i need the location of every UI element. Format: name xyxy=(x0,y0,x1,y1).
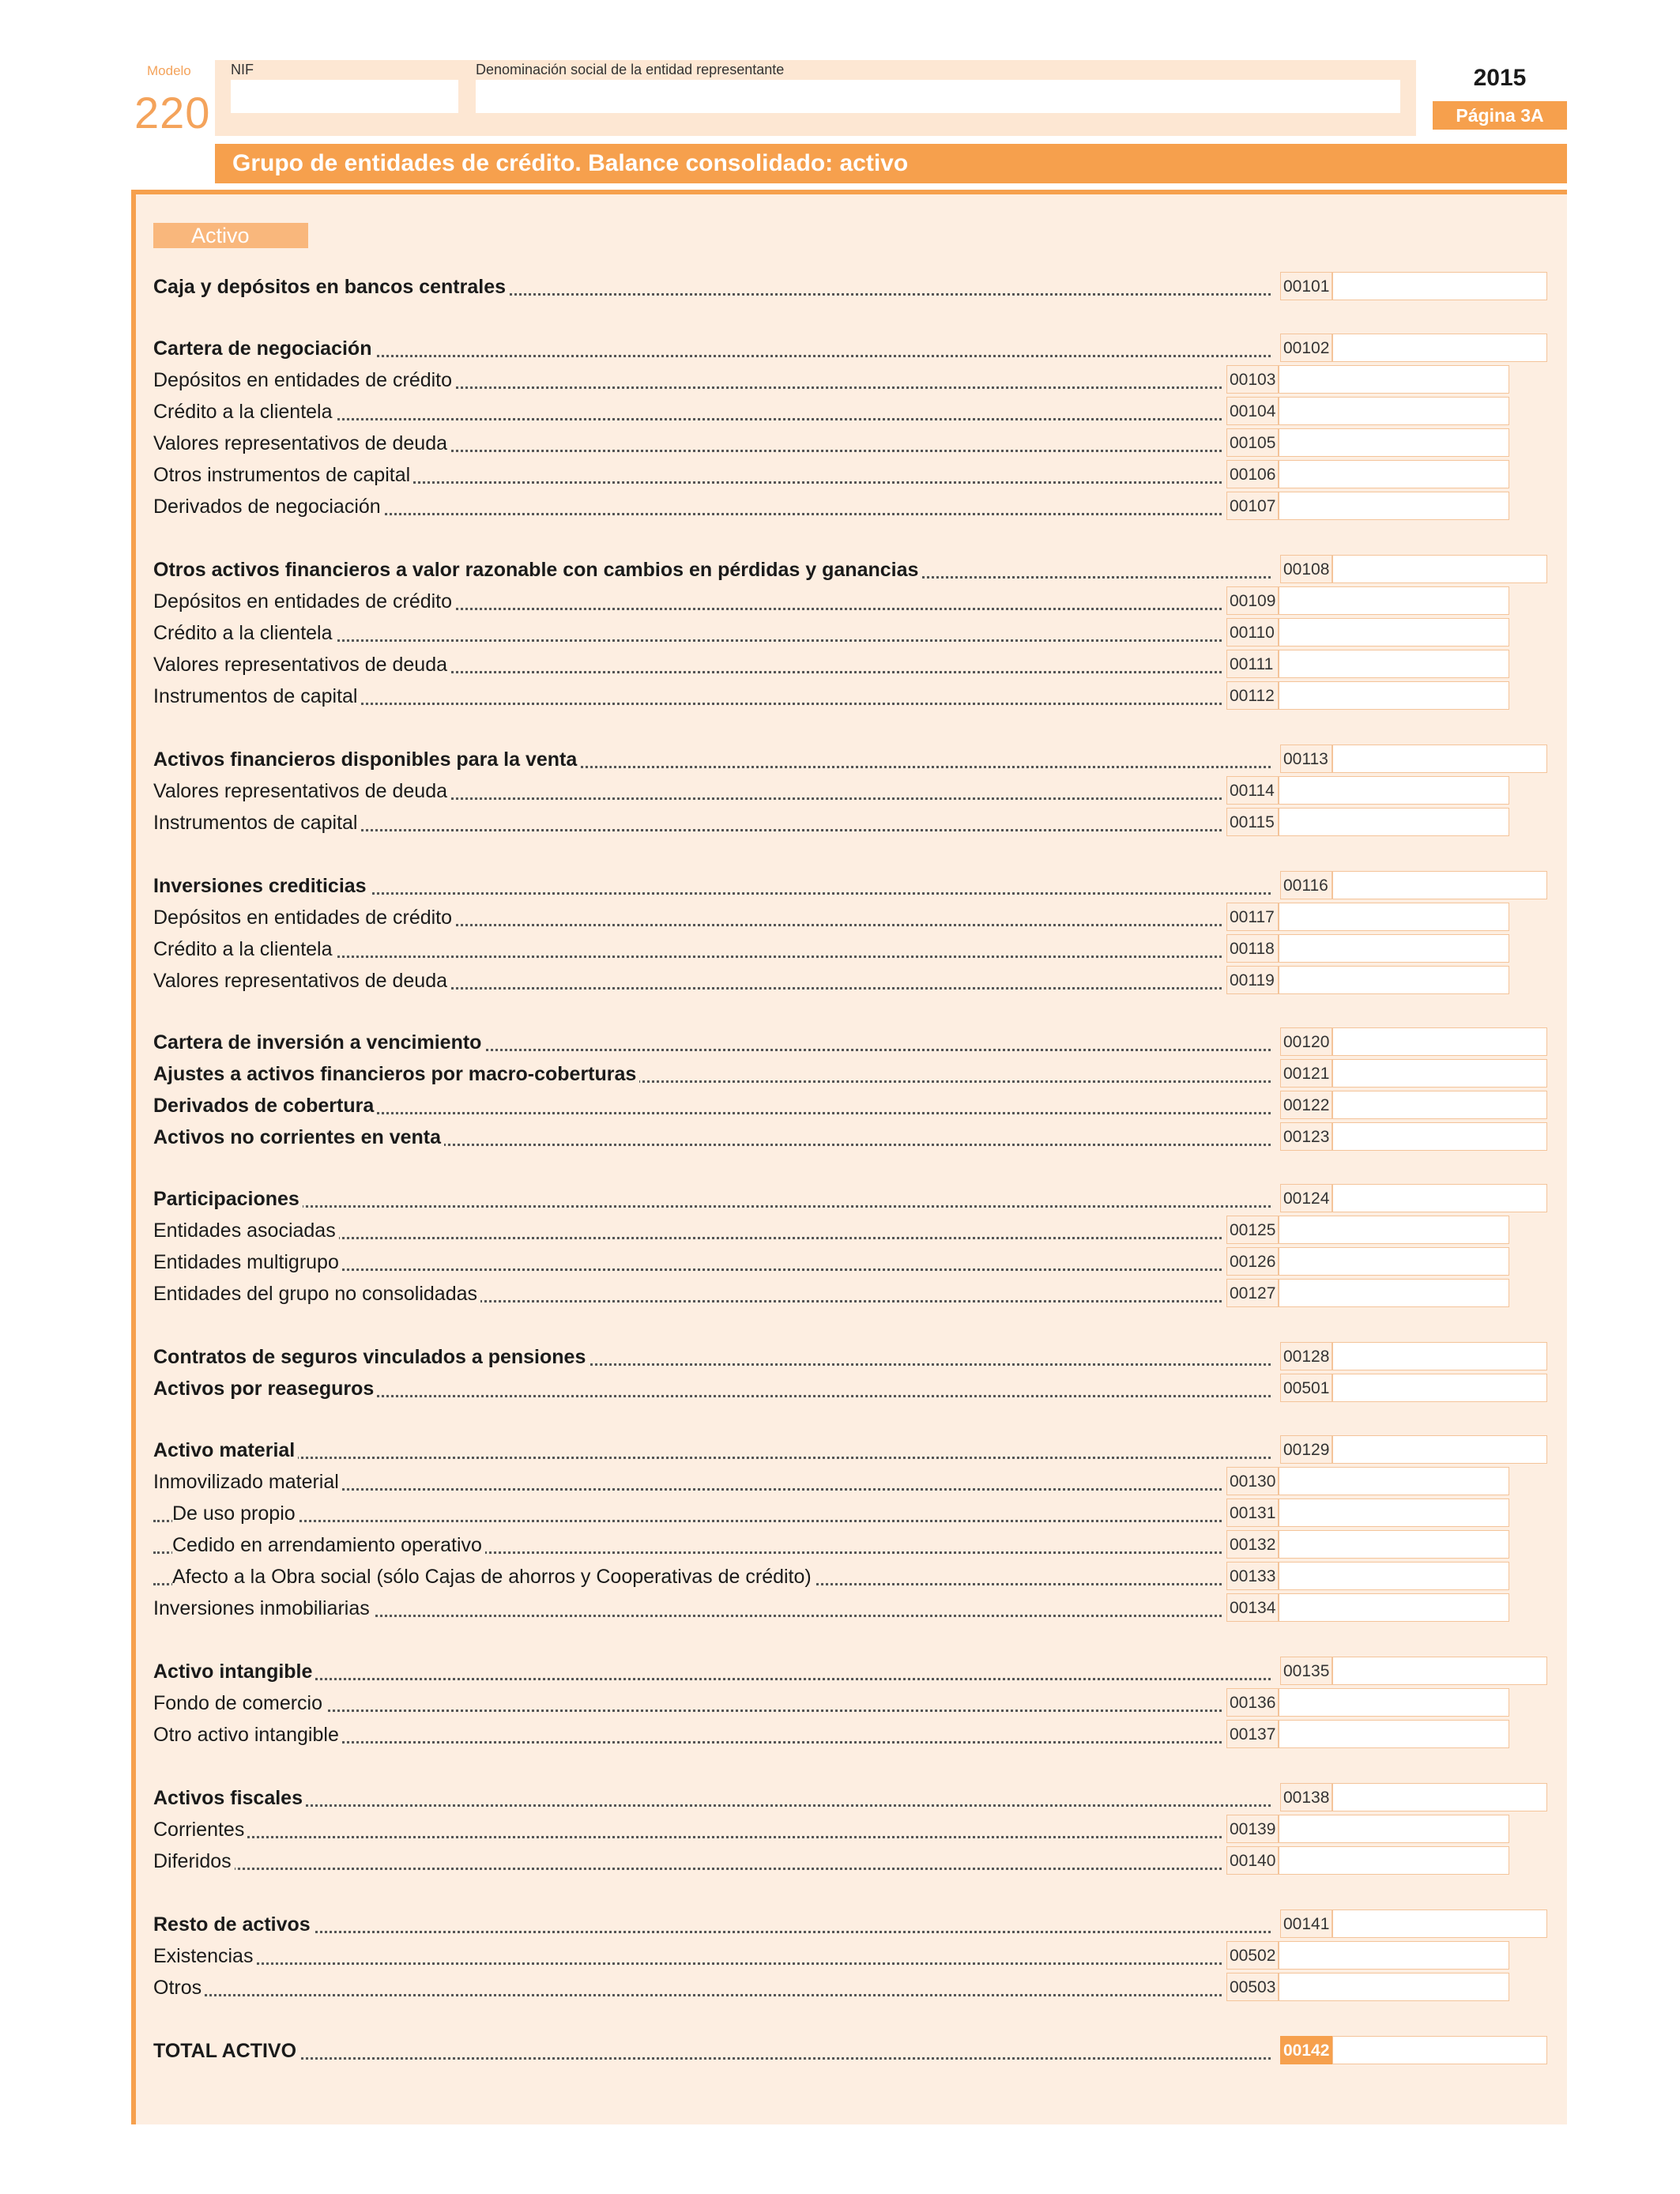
amount-field-00111[interactable] xyxy=(1279,650,1509,678)
row-00117 xyxy=(153,903,1560,933)
row-00122 xyxy=(153,1091,1560,1121)
dot-leader xyxy=(153,1931,1271,1933)
amount-field-00102[interactable] xyxy=(1332,334,1547,362)
field-code: 00140 xyxy=(1226,1846,1279,1875)
field-code: 00109 xyxy=(1226,586,1279,615)
field-code: 00117 xyxy=(1226,903,1279,931)
row-label: Valores representativos de deuda xyxy=(153,654,450,677)
amount-field-00129[interactable] xyxy=(1332,1435,1547,1464)
dot-leader xyxy=(153,1205,1271,1208)
row-00140 xyxy=(153,1846,1560,1876)
modelo-number: 220 xyxy=(134,88,211,138)
row-00104 xyxy=(153,397,1560,427)
row-label: Entidades del grupo no consolidadas xyxy=(153,1283,480,1306)
row-label: Otros instrumentos de capital xyxy=(153,464,413,487)
amount-field-00107[interactable] xyxy=(1279,492,1509,520)
row-label: Valores representativos de deuda xyxy=(153,780,450,803)
row-00142 xyxy=(153,2036,1560,2066)
row-label: Activos fiscales xyxy=(153,1787,306,1810)
field-code: 00112 xyxy=(1226,681,1279,710)
row-label: Fondo de comercio xyxy=(153,1692,326,1715)
field-code: 00120 xyxy=(1280,1027,1332,1056)
dot-leader xyxy=(153,1994,1222,1996)
row-label: Corrientes xyxy=(153,1819,247,1842)
amount-field-00105[interactable] xyxy=(1279,428,1509,457)
amount-field-00135[interactable] xyxy=(1332,1657,1547,1685)
row-00134 xyxy=(153,1593,1560,1623)
dot-leader xyxy=(153,2057,1271,2060)
dot-leader xyxy=(153,1868,1222,1870)
dot-leader xyxy=(153,1678,1271,1680)
field-code: 00501 xyxy=(1280,1374,1332,1402)
field-code: 00110 xyxy=(1226,618,1279,647)
row-label: Crédito a la clientela xyxy=(153,401,336,424)
row-00131 xyxy=(153,1498,1560,1529)
row-label: Valores representativos de deuda xyxy=(153,970,450,993)
row-label: Cartera de inversión a vencimiento xyxy=(153,1031,484,1054)
amount-field-00106[interactable] xyxy=(1279,460,1509,488)
amount-field-00130[interactable] xyxy=(1279,1467,1509,1495)
row-label: Inversiones inmobiliarias xyxy=(153,1597,373,1620)
dot-leader xyxy=(153,1962,1222,1965)
page-tab: Página 3A xyxy=(1433,101,1567,130)
modelo-label: Modelo xyxy=(147,63,191,78)
field-code: 00130 xyxy=(1226,1467,1279,1495)
row-00128 xyxy=(153,1342,1560,1372)
row-label: Crédito a la clientela xyxy=(153,938,336,961)
row-label: Diferidos xyxy=(153,1850,235,1873)
field-code: 00122 xyxy=(1280,1091,1332,1119)
dot-leader xyxy=(153,1804,1271,1807)
amount-field-00131[interactable] xyxy=(1279,1498,1509,1527)
row-00125 xyxy=(153,1216,1560,1246)
year-label: 2015 xyxy=(1433,66,1567,90)
row-label: Otros xyxy=(153,1977,205,2000)
amount-field-00140[interactable] xyxy=(1279,1846,1509,1875)
amount-field-00501[interactable] xyxy=(1332,1374,1547,1402)
row-label: Activo material xyxy=(153,1439,298,1462)
row-00105 xyxy=(153,428,1560,458)
denominacion-input[interactable] xyxy=(476,80,1400,113)
amount-field-00114[interactable] xyxy=(1279,776,1509,805)
row-00130 xyxy=(153,1467,1560,1497)
row-00116 xyxy=(153,871,1560,901)
field-code: 00128 xyxy=(1280,1342,1332,1370)
row-00136 xyxy=(153,1688,1560,1718)
field-code: 00133 xyxy=(1226,1562,1279,1590)
row-label: Inversiones crediticias xyxy=(153,875,370,898)
row-00108 xyxy=(153,555,1560,585)
row-label: Entidades asociadas xyxy=(153,1220,339,1242)
field-code: 00119 xyxy=(1226,966,1279,994)
row-label: Derivados de negociación xyxy=(153,496,384,518)
field-code: 00135 xyxy=(1280,1657,1332,1685)
section-tab-activo: Activo xyxy=(153,223,308,248)
row-label: Entidades multigrupo xyxy=(153,1251,342,1274)
field-code: 00132 xyxy=(1226,1530,1279,1559)
row-label: Cartera de negociación xyxy=(153,337,375,360)
row-00114 xyxy=(153,776,1560,806)
row-00132 xyxy=(153,1530,1560,1560)
amount-field-00139[interactable] xyxy=(1279,1815,1509,1843)
amount-field-00141[interactable] xyxy=(1332,1909,1547,1938)
amount-field-00125[interactable] xyxy=(1279,1216,1509,1244)
row-00101 xyxy=(153,272,1560,302)
dot-leader xyxy=(153,1520,1222,1522)
row-label: De uso propio xyxy=(172,1502,299,1525)
row-00135 xyxy=(153,1657,1560,1687)
row-label: Depósitos en entidades de crédito xyxy=(153,590,455,613)
row-label: Cedido en arrendamiento operativo xyxy=(172,1534,485,1557)
field-code: 00131 xyxy=(1226,1498,1279,1527)
amount-field-00128[interactable] xyxy=(1332,1342,1547,1370)
amount-field-00142[interactable] xyxy=(1332,2036,1547,2064)
field-code: 00137 xyxy=(1226,1720,1279,1748)
row-label: Derivados de cobertura xyxy=(153,1095,377,1118)
row-00115 xyxy=(153,808,1560,838)
dot-leader xyxy=(153,1836,1222,1838)
amount-field-00122[interactable] xyxy=(1332,1091,1547,1119)
row-label: Crédito a la clientela xyxy=(153,622,336,645)
amount-field-00101[interactable] xyxy=(1332,272,1547,300)
row-00126 xyxy=(153,1247,1560,1277)
row-00119 xyxy=(153,966,1560,996)
row-label: Resto de activos xyxy=(153,1913,314,1936)
denominacion-label: Denominación social de la entidad representante xyxy=(476,62,785,77)
amount-field-00113[interactable] xyxy=(1332,745,1547,773)
field-code: 00121 xyxy=(1280,1059,1332,1088)
row-00106 xyxy=(153,460,1560,490)
amount-field-00503[interactable] xyxy=(1279,1973,1509,2001)
field-code: 00102 xyxy=(1280,334,1332,362)
row-00503 xyxy=(153,1973,1560,2003)
field-code: 00139 xyxy=(1226,1815,1279,1843)
dot-leader xyxy=(153,1457,1271,1459)
page-title: Grupo de entidades de crédito. Balance consolidado: activo xyxy=(232,150,909,176)
row-label: Otro activo intangible xyxy=(153,1724,342,1747)
row-00102 xyxy=(153,334,1560,364)
row-00137 xyxy=(153,1720,1560,1750)
row-label: Depósitos en entidades de crédito xyxy=(153,369,455,392)
amount-field-00137[interactable] xyxy=(1279,1720,1509,1748)
row-00121 xyxy=(153,1059,1560,1089)
amount-field-00103[interactable] xyxy=(1279,365,1509,394)
row-label: TOTAL ACTIVO xyxy=(153,2040,299,2063)
amount-field-00127[interactable] xyxy=(1279,1279,1509,1307)
row-00109 xyxy=(153,586,1560,616)
field-code: 00127 xyxy=(1226,1279,1279,1307)
amount-field-00133[interactable] xyxy=(1279,1562,1509,1590)
row-00139 xyxy=(153,1815,1560,1845)
amount-field-00123[interactable] xyxy=(1332,1122,1547,1151)
amount-field-00134[interactable] xyxy=(1279,1593,1509,1622)
field-code: 00129 xyxy=(1280,1435,1332,1464)
row-00113 xyxy=(153,745,1560,775)
field-code: 00108 xyxy=(1280,555,1332,583)
amount-field-00109[interactable] xyxy=(1279,586,1509,615)
row-label: Valores representativos de deuda xyxy=(153,432,450,455)
field-code: 00101 xyxy=(1280,272,1332,300)
amount-field-00124[interactable] xyxy=(1332,1184,1547,1212)
field-code: 00106 xyxy=(1226,460,1279,488)
field-code: 00111 xyxy=(1226,650,1279,678)
field-code: 00115 xyxy=(1226,808,1279,836)
row-label: Existencias xyxy=(153,1945,256,1968)
field-code: 00105 xyxy=(1226,428,1279,457)
field-code: 00138 xyxy=(1280,1783,1332,1811)
row-00120 xyxy=(153,1027,1560,1057)
amount-field-00502[interactable] xyxy=(1279,1941,1509,1970)
amount-field-00112[interactable] xyxy=(1279,681,1509,710)
row-label: Afecto a la Obra social (sólo Cajas de ahorros y Cooperativas de crédito) xyxy=(172,1566,815,1589)
row-label: Activos por reaseguros xyxy=(153,1378,377,1400)
row-00103 xyxy=(153,365,1560,395)
field-code: 00114 xyxy=(1226,776,1279,805)
row-label: Activo intangible xyxy=(153,1661,315,1683)
amount-field-00118[interactable] xyxy=(1279,934,1509,963)
amount-field-00108[interactable] xyxy=(1332,555,1547,583)
row-00110 xyxy=(153,618,1560,648)
field-code: 00103 xyxy=(1226,365,1279,394)
nif-input[interactable] xyxy=(231,80,458,113)
field-code: 00142 xyxy=(1280,2036,1332,2064)
field-code: 00125 xyxy=(1226,1216,1279,1244)
row-00501 xyxy=(153,1374,1560,1404)
field-code: 00134 xyxy=(1226,1593,1279,1622)
amount-field-00104[interactable] xyxy=(1279,397,1509,425)
row-label: Instrumentos de capital xyxy=(153,812,360,835)
field-code: 00113 xyxy=(1280,745,1332,773)
amount-field-00110[interactable] xyxy=(1279,618,1509,647)
field-code: 00503 xyxy=(1226,1973,1279,2001)
amount-field-00138[interactable] xyxy=(1332,1783,1547,1811)
row-00502 xyxy=(153,1941,1560,1971)
nif-label: NIF xyxy=(231,62,254,77)
amount-field-00121[interactable] xyxy=(1332,1059,1547,1088)
row-00138 xyxy=(153,1783,1560,1813)
row-00111 xyxy=(153,650,1560,680)
amount-field-00117[interactable] xyxy=(1279,903,1509,931)
row-label: Depósitos en entidades de crédito xyxy=(153,907,455,929)
amount-field-00120[interactable] xyxy=(1332,1027,1547,1056)
row-00123 xyxy=(153,1122,1560,1152)
row-00129 xyxy=(153,1435,1560,1465)
row-label: Activos no corrientes en venta xyxy=(153,1126,444,1149)
field-code: 00502 xyxy=(1226,1941,1279,1970)
row-label: Ajustes a activos financieros por macro-coberturas xyxy=(153,1063,639,1086)
row-00112 xyxy=(153,681,1560,711)
amount-field-00136[interactable] xyxy=(1279,1688,1509,1717)
field-code: 00107 xyxy=(1226,492,1279,520)
amount-field-00126[interactable] xyxy=(1279,1247,1509,1276)
field-code: 00104 xyxy=(1226,397,1279,425)
row-00124 xyxy=(153,1184,1560,1214)
field-code: 00126 xyxy=(1226,1247,1279,1276)
row-label: Instrumentos de capital xyxy=(153,685,360,708)
amount-field-00116[interactable] xyxy=(1332,871,1547,899)
amount-field-00132[interactable] xyxy=(1279,1530,1509,1559)
row-00127 xyxy=(153,1279,1560,1309)
field-code: 00141 xyxy=(1280,1909,1332,1938)
field-code: 00118 xyxy=(1226,934,1279,963)
row-label: Contratos de seguros vinculados a pensiones xyxy=(153,1346,589,1369)
row-label: Otros activos financieros a valor razonable con cambios en pérdidas y ganancias xyxy=(153,559,921,582)
row-00118 xyxy=(153,934,1560,964)
row-00133 xyxy=(153,1562,1560,1592)
row-label: Activos financieros disponibles para la venta xyxy=(153,748,580,771)
row-00141 xyxy=(153,1909,1560,1940)
row-00107 xyxy=(153,492,1560,522)
row-label: Caja y depósitos en bancos centrales xyxy=(153,276,509,299)
row-label: Inmovilizado material xyxy=(153,1471,342,1494)
row-label: Participaciones xyxy=(153,1188,303,1211)
amount-field-00119[interactable] xyxy=(1279,966,1509,994)
field-code: 00136 xyxy=(1226,1688,1279,1717)
amount-field-00115[interactable] xyxy=(1279,808,1509,836)
field-code: 00116 xyxy=(1280,871,1332,899)
field-code: 00124 xyxy=(1280,1184,1332,1212)
field-code: 00123 xyxy=(1280,1122,1332,1151)
